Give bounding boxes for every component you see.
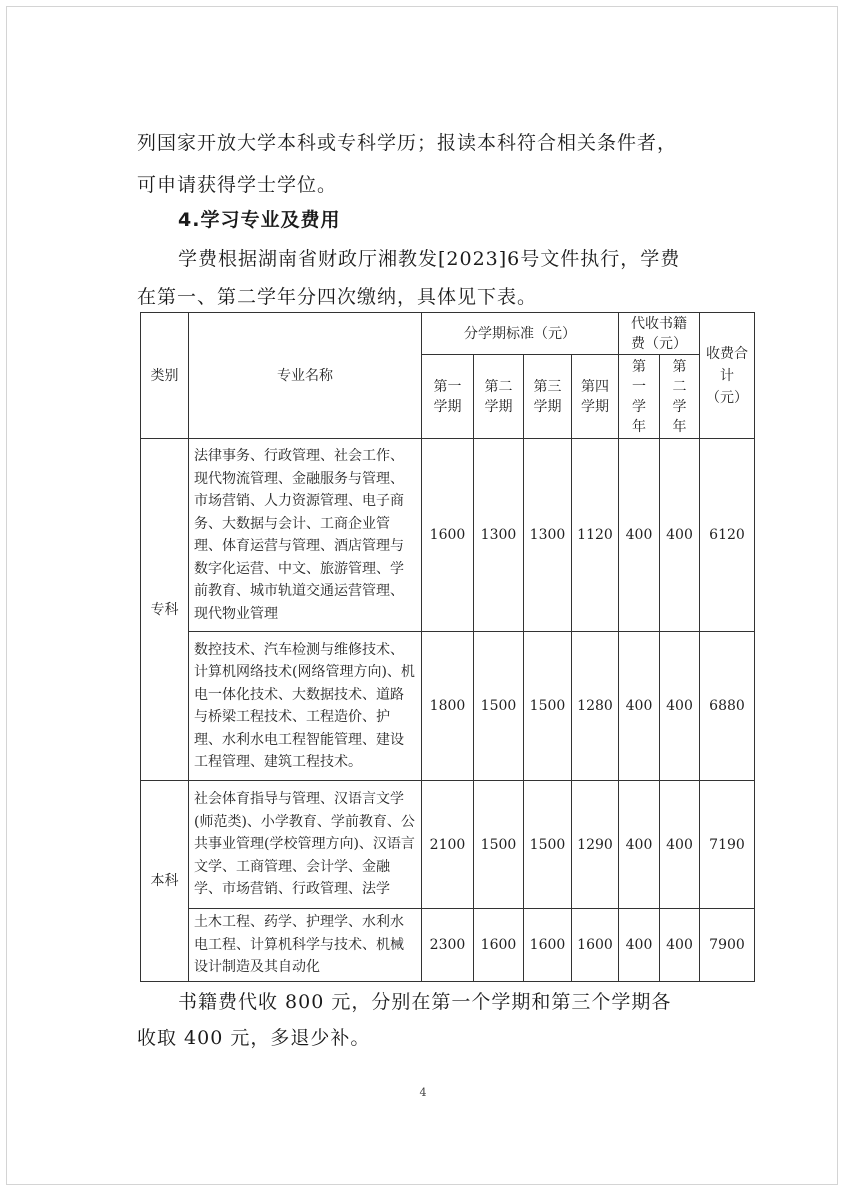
book-fee-cell: 400 <box>660 632 700 781</box>
fee-line-2: 在第一、第二学年分四次缴纳，具体见下表。 <box>137 286 538 308</box>
fee-cell: 1500 <box>474 781 524 909</box>
fee-cell: 1800 <box>422 632 474 781</box>
table-row <box>141 632 755 781</box>
header-book-year-1: 第一学年 <box>619 355 660 439</box>
total-cell: 7900 <box>700 909 755 982</box>
fee-cell: 1280 <box>572 632 619 781</box>
fee-cell: 1500 <box>524 781 572 909</box>
book-fee-cell: 400 <box>660 439 700 632</box>
book-fee-line-2: 收取 400 元，多退少补。 <box>137 1027 371 1049</box>
majors-cell: 数控技术、汽车检测与维修技术、计算机网络技术(网络管理方向)、机电一体化技术、大数据技术、道路与桥梁工程技术、工程造价、护理、水利水电工程智能管理、建设工程管理、建筑工程技术。 <box>189 632 422 781</box>
table-row <box>141 781 755 909</box>
fee-cell: 2100 <box>422 781 474 909</box>
fee-line-1: 学费根据湖南省财政厅湘教发[2023]6号文件执行，学费 <box>178 248 681 270</box>
header-semester-3: 第三学期 <box>524 355 572 439</box>
majors-cell: 法律事务、行政管理、社会工作、现代物流管理、金融服务与管理、市场营销、人力资源管理、电子商务、大数据与会计、工商企业管理、体育运营与管理、酒店管理与数字化运营、中文、旅游管理、学前教育、城市轨道交通运营管理、现代物业管理 <box>189 439 422 632</box>
book-fee-cell: 400 <box>619 632 660 781</box>
header-semester-1: 第一学期 <box>422 355 474 439</box>
header-semester-standard: 分学期标准（元） <box>422 313 619 355</box>
book-fee-cell: 400 <box>619 781 660 909</box>
total-cell: 6120 <box>700 439 755 632</box>
table-row <box>141 909 755 982</box>
book-fee-cell: 400 <box>660 909 700 982</box>
book-fee-line-1: 书籍费代收 800 元，分别在第一个学期和第三个学期各 <box>178 991 672 1013</box>
fee-cell: 1300 <box>474 439 524 632</box>
book-fee-cell: 400 <box>619 439 660 632</box>
fee-cell: 2300 <box>422 909 474 982</box>
section-heading: 4.学习专业及费用 <box>178 209 341 231</box>
fee-cell: 1120 <box>572 439 619 632</box>
header-book-year-2: 第二学年 <box>660 355 700 439</box>
header-semester-2: 第二学期 <box>474 355 524 439</box>
fee-cell: 1500 <box>524 632 572 781</box>
book-fee-cell: 400 <box>660 781 700 909</box>
header-total: 收费合计（元） <box>700 313 755 439</box>
header-semester-4: 第四学期 <box>572 355 619 439</box>
header-major-name: 专业名称 <box>189 313 422 439</box>
intro-line-2: 可申请获得学士学位。 <box>137 174 338 196</box>
fee-cell: 1500 <box>474 632 524 781</box>
total-cell: 6880 <box>700 632 755 781</box>
fee-cell: 1300 <box>524 439 572 632</box>
fee-cell: 1600 <box>422 439 474 632</box>
book-fee-cell: 400 <box>619 909 660 982</box>
fee-cell: 1600 <box>572 909 619 982</box>
fee-cell: 1600 <box>474 909 524 982</box>
fee-cell: 1290 <box>572 781 619 909</box>
total-cell: 7190 <box>700 781 755 909</box>
header-category: 类别 <box>141 313 189 439</box>
intro-line-1: 列国家开放大学本科或专科学历；报读本科符合相关条件者， <box>137 132 678 154</box>
category-cell-zhuanke: 专科 <box>141 439 189 781</box>
fee-table <box>140 312 755 982</box>
fee-cell: 1600 <box>524 909 572 982</box>
page-number: 4 <box>419 1086 427 1099</box>
table-row <box>141 439 755 632</box>
category-cell-benke: 本科 <box>141 781 189 982</box>
header-book-fee: 代收书籍费（元） <box>619 313 700 355</box>
majors-cell: 社会体育指导与管理、汉语言文学(师范类)、小学教育、学前教育、公共事业管理(学校管理方向)、汉语言文学、工商管理、会计学、金融学、市场营销、行政管理、法学 <box>189 781 422 909</box>
majors-cell: 土木工程、药学、护理学、水利水电工程、计算机科学与技术、机械设计制造及其自动化 <box>189 909 422 982</box>
